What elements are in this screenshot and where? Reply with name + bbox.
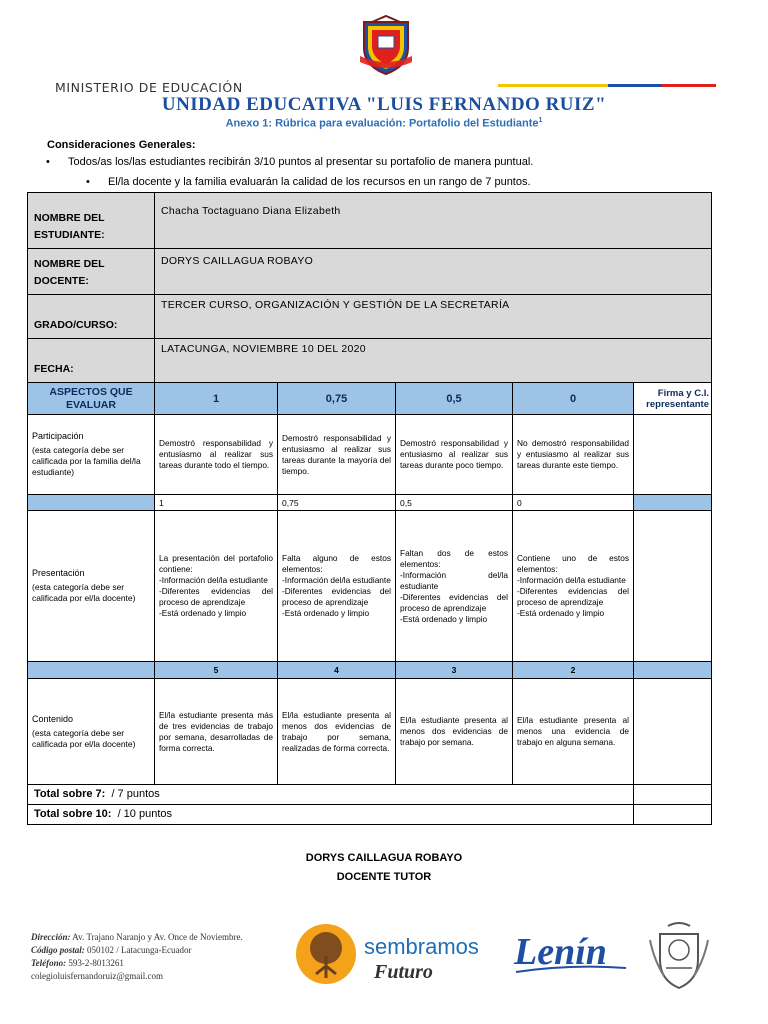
score-value: 4	[278, 662, 396, 679]
score-row-spacer	[28, 495, 155, 511]
criterion-line: La presentación del portafolio contiene:	[159, 553, 273, 574]
considerations-title: Consideraciones Generales:	[47, 139, 196, 151]
flag-yellow-stripe	[498, 84, 608, 87]
table-row	[28, 249, 712, 295]
score-value: 1	[155, 495, 278, 511]
bullet-icon: •	[86, 176, 90, 188]
annex-text: Anexo 1: Rúbrica para evaluación: Portafolio del Estudiante	[225, 117, 539, 130]
sembramos-text: sembramos	[364, 934, 479, 959]
category-name: Presentación	[32, 568, 85, 578]
total-10-cell[interactable]	[28, 805, 634, 825]
table-row	[28, 511, 712, 662]
criterion-cell: El/la estudiante presenta más de tres evidencias de trabajo por semana, desarrolladas de forma correcta.	[155, 679, 278, 785]
category-participacion	[28, 415, 155, 495]
score-header: 0,5	[396, 383, 513, 415]
school-crest-logo	[358, 14, 414, 76]
table-row	[28, 295, 712, 339]
score-value: 2	[513, 662, 634, 679]
phone-value: 593-2-8013261	[68, 958, 124, 968]
signature-cell[interactable]	[634, 511, 712, 662]
criterion-line: -Información del/la estudiante	[159, 575, 268, 585]
bullet-icon: •	[46, 156, 50, 168]
lenin-logo	[510, 928, 630, 978]
footer-address	[31, 931, 243, 944]
signature-header: Firma y C.I. representante	[634, 383, 712, 415]
flag-red-stripe	[662, 84, 716, 87]
date-value[interactable]: LATACUNGA, NOVIEMBRE 10 DEL 2020	[155, 339, 712, 383]
futuro-text: Futuro	[374, 961, 433, 983]
postal-label: Código postal:	[31, 945, 85, 955]
score-value: 5	[155, 662, 278, 679]
aspect-header: ASPECTOS QUE EVALUAR	[28, 383, 155, 415]
footer-postal	[31, 944, 243, 957]
lenin-text: Lenín	[514, 931, 607, 973]
criterion-line: -Está ordenado y limpio	[159, 608, 247, 618]
criterion-line: -Información del/la estudiante	[282, 575, 391, 585]
annex-footnote: 1	[538, 117, 543, 124]
category-name: Participación	[32, 431, 84, 441]
criterion-cell: No demostró responsabilidad y entusiasmo al realizar sus tareas durante este tiempo.	[513, 415, 634, 495]
phone-label: Teléfono:	[31, 958, 67, 968]
table-row	[28, 339, 712, 383]
table-row	[28, 415, 712, 495]
table-row	[28, 193, 712, 249]
flag-blue-stripe	[608, 84, 662, 87]
score-value: 0,5	[396, 495, 513, 511]
category-contenido	[28, 679, 155, 785]
category-name: Contenido	[32, 713, 74, 724]
criterion-line: -Está ordenado y limpio	[400, 613, 488, 624]
table-row	[28, 679, 712, 785]
signature-cell[interactable]	[634, 679, 712, 785]
criterion-line: -Diferentes evidencias del proceso de aprendizaje	[159, 586, 273, 607]
grade-value[interactable]: TERCER CURSO, ORGANIZACIÓN Y GESTIÓN DE LA SECRETARÍA	[155, 295, 712, 339]
total-7-value: / 7 puntos	[111, 788, 160, 800]
teacher-value[interactable]: DORYS CAILLAGUA ROBAYO	[155, 249, 712, 295]
ministry-name: MINISTERIO DE EDUCACIÓN	[55, 80, 243, 95]
address-value: Av. Trajano Naranjo y Av. Once de Noviembre.	[72, 932, 243, 942]
criterion-line: Faltan dos de estos elementos:	[400, 547, 508, 569]
student-value[interactable]: Chacha Toctaguano Diana Elizabeth	[155, 193, 712, 249]
total-10-label: Total sobre 10:	[34, 808, 112, 820]
criterion-line: -Información del/la estudiante	[517, 575, 626, 585]
score-header: 0,75	[278, 383, 396, 415]
table-row	[28, 495, 712, 511]
criterion-line: Contiene uno de estos elementos:	[517, 553, 629, 574]
teacher-label: NOMBRE DEL DOCENTE:	[28, 249, 155, 295]
consideration-text: Todos/as los/las estudiantes recibirán 3/10 puntos al presentar su portafolio de manera puntual.	[68, 156, 534, 168]
total-7-label: Total sobre 7:	[34, 788, 106, 800]
school-title: UNIDAD EDUCATIVA "LUIS FERNANDO RUIZ"	[161, 94, 607, 115]
criterion-cell: El/la estudiante presenta al menos dos evidencias de trabajo por semana, realizadas de forma correcta.	[278, 679, 396, 785]
criterion-cell	[278, 511, 396, 662]
score-value: 0	[513, 495, 634, 511]
category-note: (esta categoría debe ser calificada por el/la docente)	[32, 727, 136, 749]
address-label: Dirección:	[31, 932, 71, 942]
student-label: NOMBRE DEL ESTUDIANTE:	[28, 193, 155, 249]
sembramos-futuro-logo	[294, 922, 494, 988]
score-value: 0,75	[278, 495, 396, 511]
table-row	[28, 785, 712, 805]
consideration-item	[86, 176, 531, 188]
criterion-line: -Diferentes evidencias del proceso de aprendizaje	[282, 586, 391, 607]
consideration-text: El/la docente y la familia evaluarán la calidad de los recursos en un rango de 7 puntos.	[108, 176, 531, 188]
criterion-line: -Diferentes evidencias del proceso de aprendizaje	[517, 586, 629, 607]
category-presentacion	[28, 511, 155, 662]
signature-name: DORYS CAILLAGUA ROBAYO	[305, 852, 463, 864]
score-row-spacer	[634, 495, 712, 511]
score-header: 1	[155, 383, 278, 415]
table-row	[28, 662, 712, 679]
flag-color-bar	[498, 84, 716, 87]
score-header: 0	[513, 383, 634, 415]
criterion-line: -Información del/la estudiante	[400, 569, 508, 591]
criterion-cell	[396, 511, 513, 662]
grade-label: GRADO/CURSO:	[28, 295, 155, 339]
signature-cell[interactable]	[634, 785, 712, 805]
signature-cell[interactable]	[634, 805, 712, 825]
postal-value: 050102 / Latacunga-Ecuador	[87, 945, 192, 955]
category-note: (esta categoría debe ser calificada por la familia del/la estudiante)	[32, 445, 141, 477]
signature-role: DOCENTE TUTOR	[336, 871, 432, 883]
total-10-value: / 10 puntos	[117, 808, 172, 820]
criterion-cell: Demostró responsabilidad y entusiasmo al realizar sus tareas durante poco tiempo.	[396, 415, 513, 495]
criterion-line: -Está ordenado y limpio	[282, 608, 370, 618]
criterion-cell	[155, 511, 278, 662]
rubric-table	[27, 192, 712, 825]
criterion-line: -Está ordenado y limpio	[517, 608, 605, 618]
footer-contact	[31, 931, 243, 983]
score-row-spacer	[28, 662, 155, 679]
annex-title	[0, 117, 768, 130]
criterion-cell: El/la estudiante presenta al menos dos evidencias de trabajo por semana.	[396, 679, 513, 785]
table-row	[28, 383, 712, 415]
footer-email[interactable]: colegioluisfernandoruiz@gmail.com	[31, 971, 163, 981]
signature-cell[interactable]	[634, 415, 712, 495]
category-note: (esta categoría debe ser calificada por el/la docente)	[32, 582, 136, 603]
score-value: 3	[396, 662, 513, 679]
criterion-cell: Demostró responsabilidad y entusiasmo al realizar sus tareas durante la mayoría del tiempo.	[278, 415, 396, 495]
criterion-cell	[513, 511, 634, 662]
criterion-cell: El/la estudiante presenta al menos una evidencia de trabajo en alguna semana.	[513, 679, 634, 785]
criterion-line: Falta alguno de estos elementos:	[282, 553, 391, 574]
footer-phone	[31, 957, 243, 970]
ecuador-coat-of-arms-icon	[646, 920, 712, 992]
criterion-cell: Demostró responsabilidad y entusiasmo al realizar sus tareas durante todo el tiempo.	[155, 415, 278, 495]
consideration-item	[46, 156, 533, 168]
criterion-line: -Diferentes evidencias del proceso de aprendizaje	[400, 591, 508, 613]
total-7-cell[interactable]	[28, 785, 634, 805]
table-row	[28, 805, 712, 825]
score-row-spacer	[634, 662, 712, 679]
date-label: FECHA:	[28, 339, 155, 383]
